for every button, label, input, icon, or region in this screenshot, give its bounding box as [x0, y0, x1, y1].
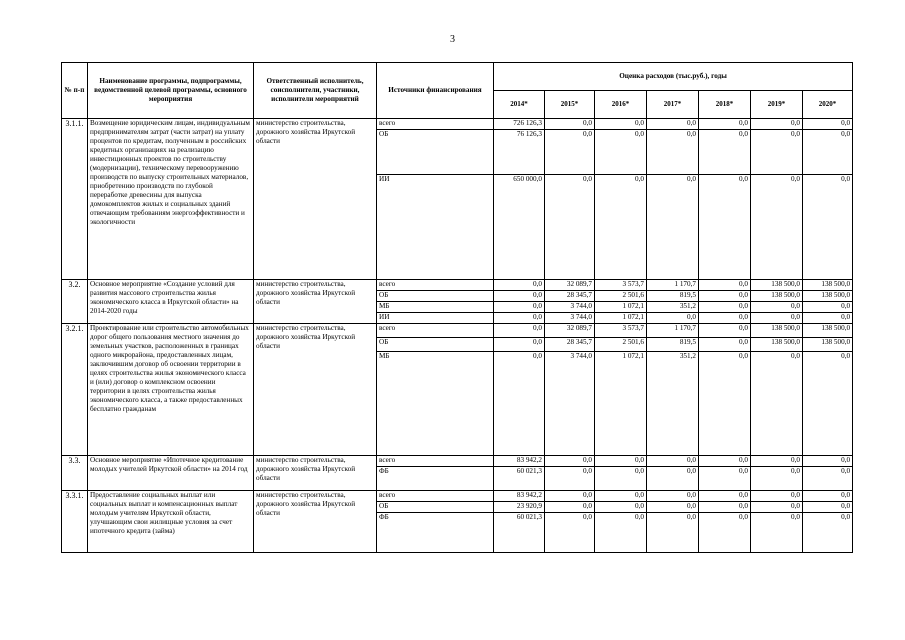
- amount-cell: 1 072,1: [595, 302, 647, 313]
- amount-cell: 0,0: [494, 324, 545, 338]
- amount-cell: 0,0: [699, 513, 751, 553]
- amount-cell: 0,0: [699, 324, 751, 338]
- amount-cell: 0,0: [699, 491, 751, 502]
- amount-cell: 138 500,0: [751, 338, 803, 352]
- amount-cell: 0,0: [647, 456, 699, 467]
- page-number: 3: [450, 34, 455, 45]
- amount-cell: 1 170,7: [647, 324, 699, 338]
- header-estimate: Оценка расходов (тыс.руб.), годы: [494, 63, 853, 91]
- amount-cell: 0,0: [751, 352, 803, 456]
- header-year: 2014*: [494, 91, 545, 119]
- amount-cell: 0,0: [494, 313, 545, 324]
- amount-cell: 0,0: [803, 130, 853, 175]
- table-row: [62, 119, 853, 130]
- funding-source: МБ: [377, 302, 494, 313]
- header-year: 2016*: [595, 91, 647, 119]
- funding-source: ФБ: [377, 513, 494, 553]
- amount-cell: 0,0: [699, 175, 751, 280]
- table-row: [62, 456, 853, 467]
- item-name: Предоставление социальных выплат или социальных выплат и компенсационных выплат молодым учителям Иркутской области, улучшающим свои жилищные условия за счет ипотечного кредита (займа): [88, 491, 254, 553]
- amount-cell: 819,5: [647, 338, 699, 352]
- amount-cell: 0,0: [595, 513, 647, 553]
- item-executor: министерство строительства, дорожного хозяйства Иркутской области: [254, 280, 377, 324]
- amount-cell: 0,0: [803, 313, 853, 324]
- amount-cell: 0,0: [803, 302, 853, 313]
- funding-source: всего: [377, 491, 494, 502]
- amount-cell: 138 500,0: [751, 324, 803, 338]
- header-executor: Ответственный исполнитель, соисполнители, участники, исполнители мероприятий: [254, 63, 377, 119]
- amount-cell: 726 126,3: [494, 119, 545, 130]
- amount-cell: 60 021,3: [494, 513, 545, 553]
- amount-cell: 138 500,0: [803, 280, 853, 291]
- item-number: 3.1.1.: [62, 119, 88, 280]
- header-year: 2020*: [803, 91, 853, 119]
- funding-source: всего: [377, 119, 494, 130]
- amount-cell: 0,0: [803, 502, 853, 513]
- item-executor: министерство строительства, дорожного хозяйства Иркутской области: [254, 119, 377, 280]
- amount-cell: 3 573,7: [595, 280, 647, 291]
- funding-source: ОБ: [377, 291, 494, 302]
- amount-cell: 650 000,0: [494, 175, 545, 280]
- item-name: Основное мероприятие «Ипотечное кредитование молодых учителей Иркутской области» на 2014 год: [88, 456, 254, 491]
- amount-cell: 0,0: [751, 302, 803, 313]
- amount-cell: 0,0: [699, 502, 751, 513]
- amount-cell: 0,0: [494, 352, 545, 456]
- amount-cell: 0,0: [545, 175, 595, 280]
- item-name: Проектирование или строительство автомобильных дорог общего пользования местного значения до земельных участков, расположенных в границах одного микрорайона, предоставленных лицам, заключившим договор об освоении территории в целях строительства жилья экономического класса и (или) договор о комплексном освоении территории в целях строительства жилья экономического класса, а также предоставленных бесплатно гражданам: [88, 324, 254, 456]
- amount-cell: 0,0: [494, 302, 545, 313]
- item-number: 3.3.1.: [62, 491, 88, 553]
- amount-cell: 0,0: [803, 456, 853, 467]
- amount-cell: 0,0: [803, 513, 853, 553]
- amount-cell: 0,0: [699, 313, 751, 324]
- header-year: 2015*: [545, 91, 595, 119]
- item-name: Основное мероприятие «Создание условий для развития массового строительства жилья экономического класса в Иркутской области» на 2014-2020 годы: [88, 280, 254, 324]
- item-number: 3.3.: [62, 456, 88, 491]
- item-executor: министерство строительства, дорожного хозяйства Иркутской области: [254, 491, 377, 553]
- amount-cell: 0,0: [545, 467, 595, 491]
- amount-cell: 0,0: [545, 119, 595, 130]
- amount-cell: 0,0: [647, 513, 699, 553]
- amount-cell: 0,0: [595, 130, 647, 175]
- amount-cell: 0,0: [803, 467, 853, 491]
- amount-cell: 0,0: [803, 175, 853, 280]
- amount-cell: 0,0: [803, 119, 853, 130]
- amount-cell: 0,0: [545, 491, 595, 502]
- amount-cell: 0,0: [494, 291, 545, 302]
- amount-cell: 0,0: [494, 338, 545, 352]
- amount-cell: 0,0: [751, 313, 803, 324]
- header-year: 2019*: [751, 91, 803, 119]
- funding-source: ОБ: [377, 502, 494, 513]
- funding-source: ОБ: [377, 338, 494, 352]
- amount-cell: 0,0: [699, 352, 751, 456]
- amount-cell: 138 500,0: [803, 291, 853, 302]
- header-source: Источники финансирования: [377, 63, 494, 119]
- amount-cell: 819,5: [647, 291, 699, 302]
- amount-cell: 2 501,6: [595, 338, 647, 352]
- amount-cell: 3 744,0: [545, 302, 595, 313]
- funding-source: всего: [377, 456, 494, 467]
- budget-table: [61, 62, 853, 553]
- table-row: [62, 324, 853, 338]
- amount-cell: 1 072,1: [595, 352, 647, 456]
- amount-cell: 3 744,0: [545, 313, 595, 324]
- amount-cell: 28 345,7: [545, 338, 595, 352]
- amount-cell: 32 089,7: [545, 324, 595, 338]
- amount-cell: 3 573,7: [595, 324, 647, 338]
- amount-cell: 0,0: [647, 313, 699, 324]
- amount-cell: 60 021,3: [494, 467, 545, 491]
- amount-cell: 0,0: [647, 502, 699, 513]
- amount-cell: 23 920,9: [494, 502, 545, 513]
- amount-cell: 0,0: [545, 130, 595, 175]
- amount-cell: 0,0: [595, 467, 647, 491]
- amount-cell: 0,0: [699, 302, 751, 313]
- item-number: 3.2.1.: [62, 324, 88, 456]
- amount-cell: 0,0: [803, 491, 853, 502]
- amount-cell: 0,0: [595, 456, 647, 467]
- amount-cell: 32 089,7: [545, 280, 595, 291]
- header-year: 2018*: [699, 91, 751, 119]
- amount-cell: 0,0: [751, 502, 803, 513]
- amount-cell: 0,0: [595, 502, 647, 513]
- amount-cell: 0,0: [699, 280, 751, 291]
- amount-cell: 0,0: [647, 130, 699, 175]
- amount-cell: 0,0: [545, 456, 595, 467]
- amount-cell: 3 744,0: [545, 352, 595, 456]
- funding-source: всего: [377, 324, 494, 338]
- amount-cell: 76 126,3: [494, 130, 545, 175]
- funding-source: МБ: [377, 352, 494, 456]
- amount-cell: 0,0: [595, 175, 647, 280]
- item-number: 3.2.: [62, 280, 88, 324]
- amount-cell: 0,0: [751, 119, 803, 130]
- funding-source: всего: [377, 280, 494, 291]
- amount-cell: 1 170,7: [647, 280, 699, 291]
- funding-source: ИИ: [377, 175, 494, 280]
- amount-cell: 0,0: [647, 119, 699, 130]
- amount-cell: 0,0: [494, 280, 545, 291]
- amount-cell: 0,0: [647, 175, 699, 280]
- amount-cell: 28 345,7: [545, 291, 595, 302]
- amount-cell: 0,0: [751, 491, 803, 502]
- amount-cell: 138 500,0: [751, 291, 803, 302]
- item-name: Возмещение юридическим лицам, индивидуальным предпринимателям затрат (части затрат) на уплату процентов по кредитам, полученным в российских кредитных организациях на реализацию инвестиционных проектов по строительству (модернизации), техническому перевооружению производств по выпуску строительных материалов, приобретению производств по глубокой переработке древесины для выпуска домокомплектов жилых и социальных зданий отвечающим требованиям энергоэффективности и экологичности: [88, 119, 254, 280]
- amount-cell: 351,2: [647, 352, 699, 456]
- amount-cell: 0,0: [699, 291, 751, 302]
- table-header: [62, 63, 853, 119]
- amount-cell: 0,0: [803, 352, 853, 456]
- amount-cell: 0,0: [647, 491, 699, 502]
- amount-cell: 83 942,2: [494, 491, 545, 502]
- amount-cell: 0,0: [751, 513, 803, 553]
- amount-cell: 0,0: [699, 456, 751, 467]
- amount-cell: 83 942,2: [494, 456, 545, 467]
- funding-source: ИИ: [377, 313, 494, 324]
- amount-cell: 0,0: [751, 175, 803, 280]
- amount-cell: 138 500,0: [803, 338, 853, 352]
- amount-cell: 0,0: [545, 513, 595, 553]
- header-year: 2017*: [647, 91, 699, 119]
- amount-cell: 351,2: [647, 302, 699, 313]
- amount-cell: 0,0: [545, 502, 595, 513]
- amount-cell: 0,0: [647, 467, 699, 491]
- amount-cell: 138 500,0: [751, 280, 803, 291]
- amount-cell: 0,0: [595, 119, 647, 130]
- amount-cell: 0,0: [751, 467, 803, 491]
- funding-source: ОБ: [377, 130, 494, 175]
- header-num: № п-п: [62, 63, 88, 119]
- item-executor: министерство строительства, дорожного хозяйства Иркутской области: [254, 456, 377, 491]
- amount-cell: 138 500,0: [803, 324, 853, 338]
- amount-cell: 0,0: [751, 456, 803, 467]
- amount-cell: 0,0: [699, 338, 751, 352]
- amount-cell: 0,0: [699, 130, 751, 175]
- amount-cell: 0,0: [595, 491, 647, 502]
- amount-cell: 0,0: [699, 467, 751, 491]
- table-row: [62, 280, 853, 291]
- table-row: [62, 491, 853, 502]
- table-body: [62, 119, 853, 553]
- amount-cell: 0,0: [699, 119, 751, 130]
- amount-cell: 2 501,6: [595, 291, 647, 302]
- header-name: Наименование программы, подпрограммы, ведомственной целевой программы, основного мероприятия: [88, 63, 254, 119]
- amount-cell: 0,0: [751, 130, 803, 175]
- funding-source: ФБ: [377, 467, 494, 491]
- amount-cell: 1 072,1: [595, 313, 647, 324]
- item-executor: министерство строительства, дорожного хозяйства Иркутской области: [254, 324, 377, 456]
